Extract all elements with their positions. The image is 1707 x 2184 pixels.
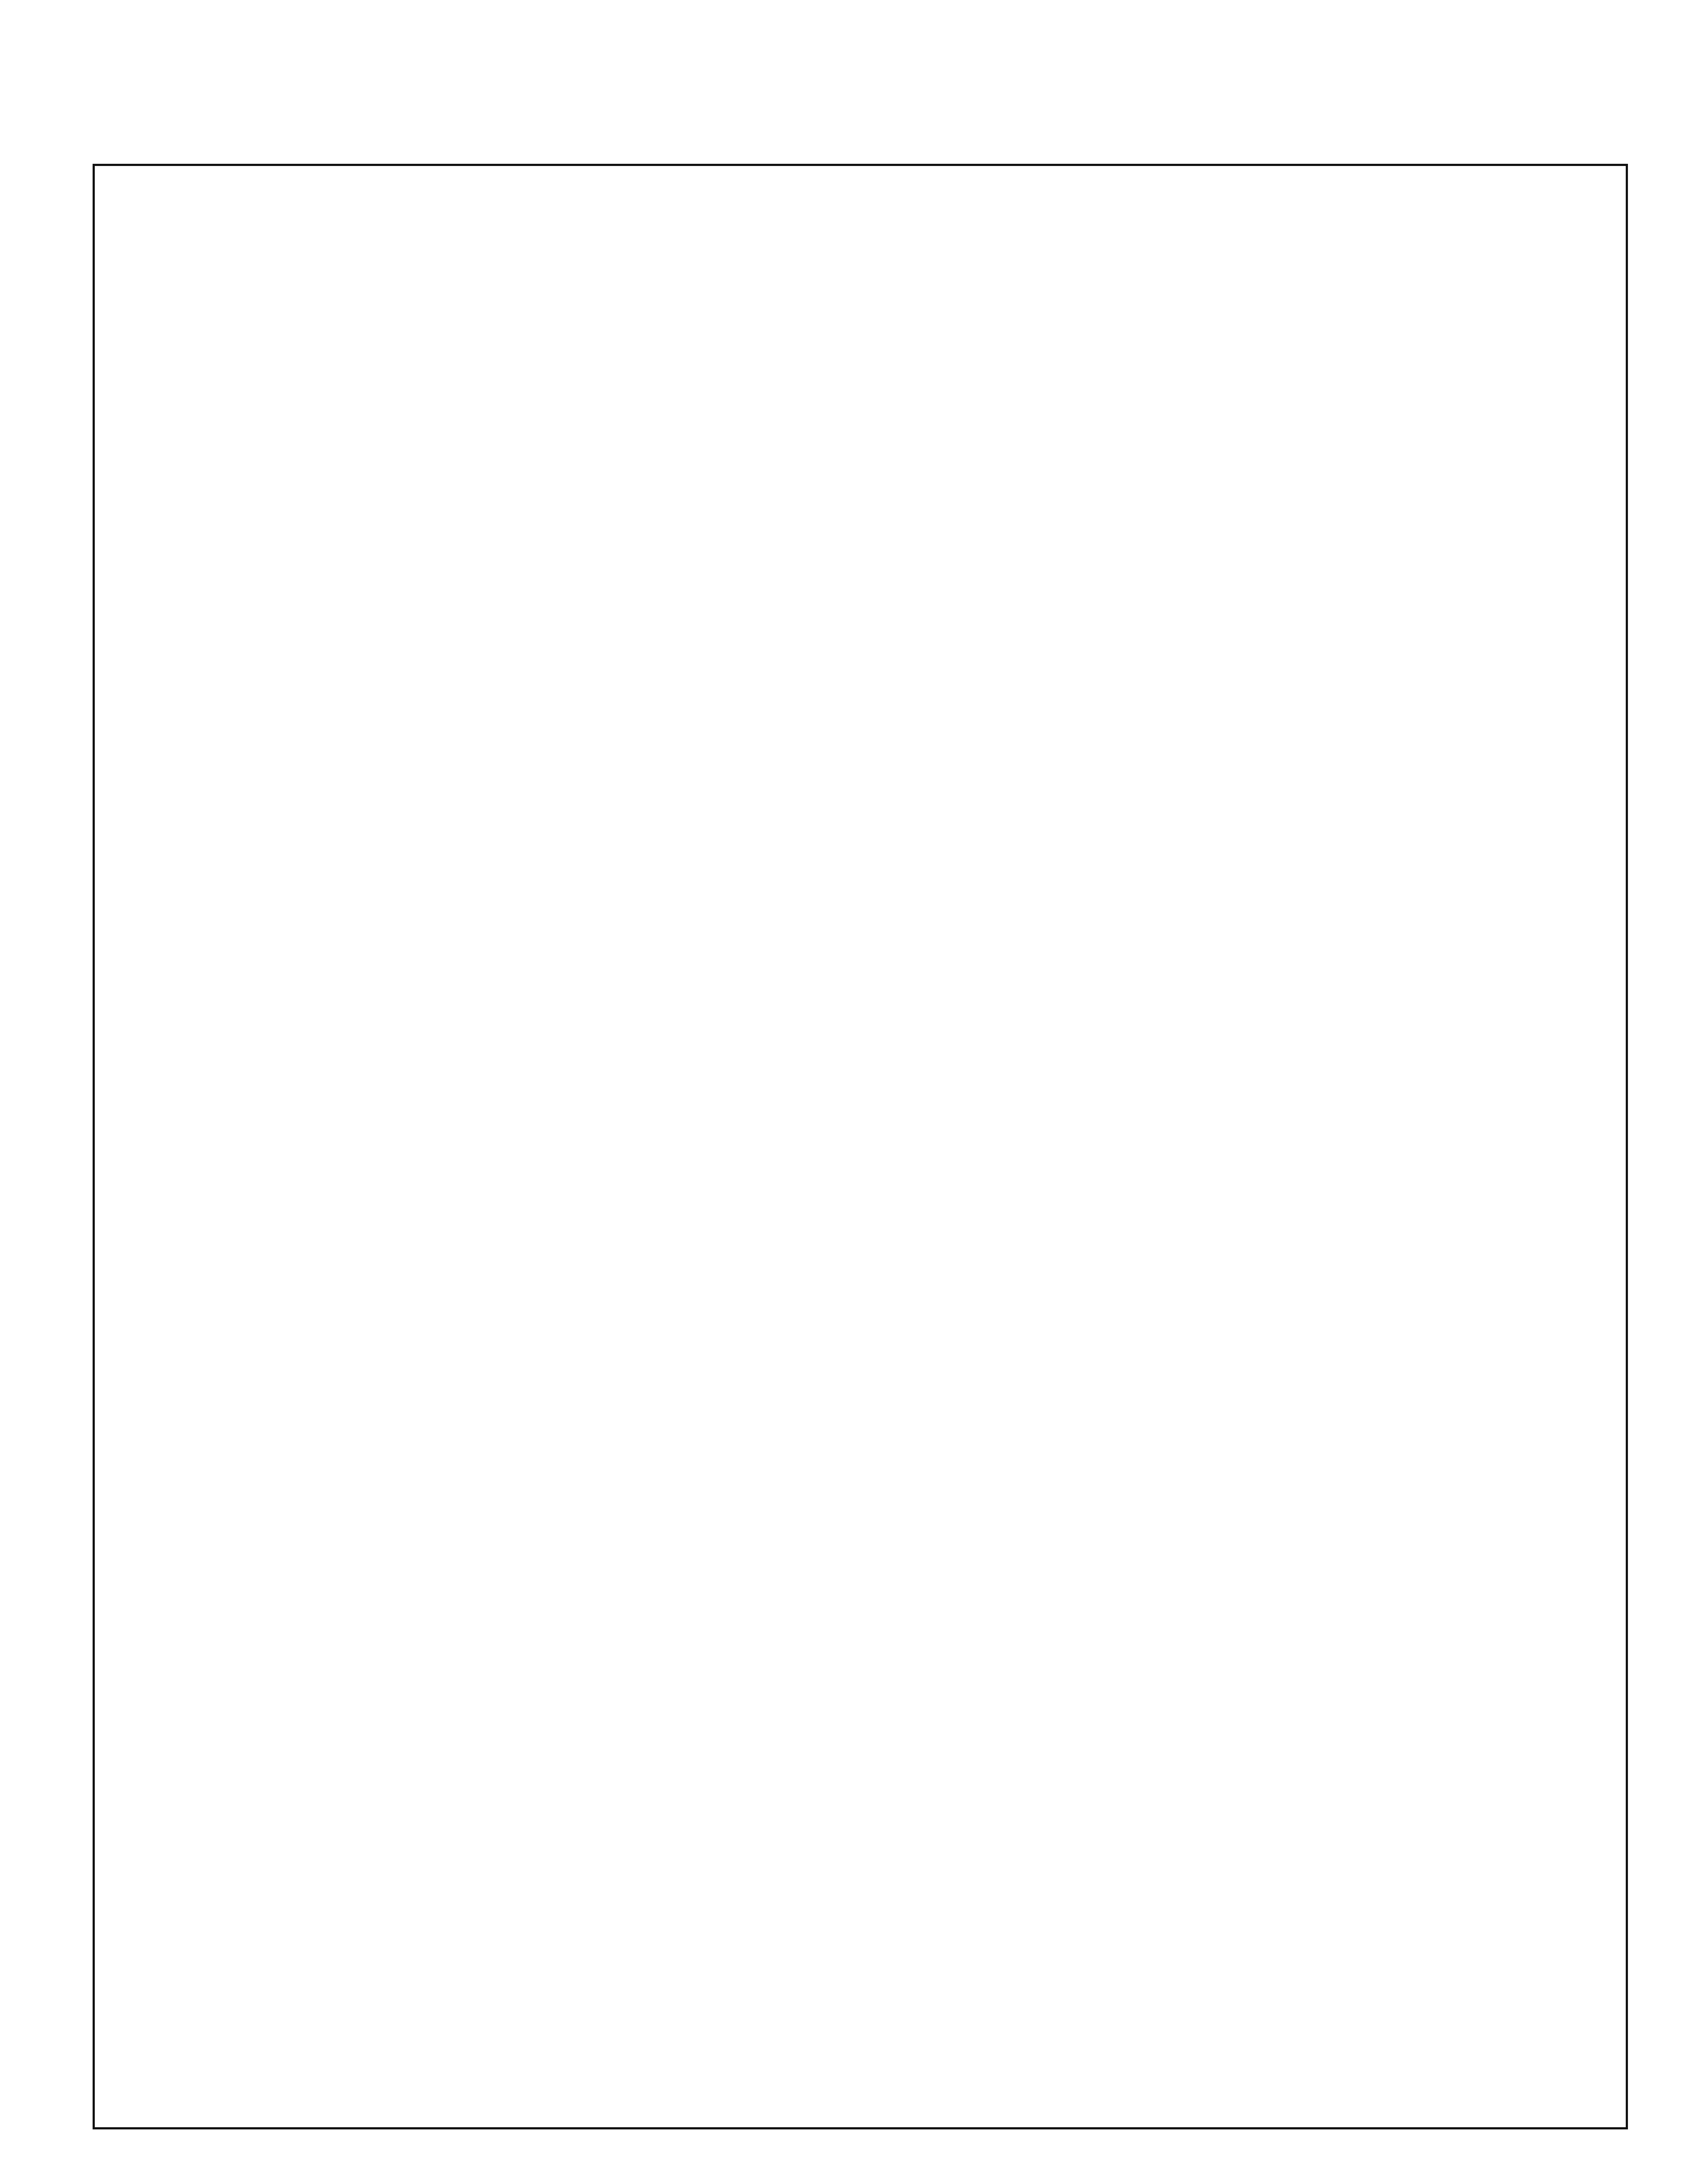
table-grid-lines (95, 166, 1626, 2127)
sunshine-table (93, 164, 1628, 2129)
